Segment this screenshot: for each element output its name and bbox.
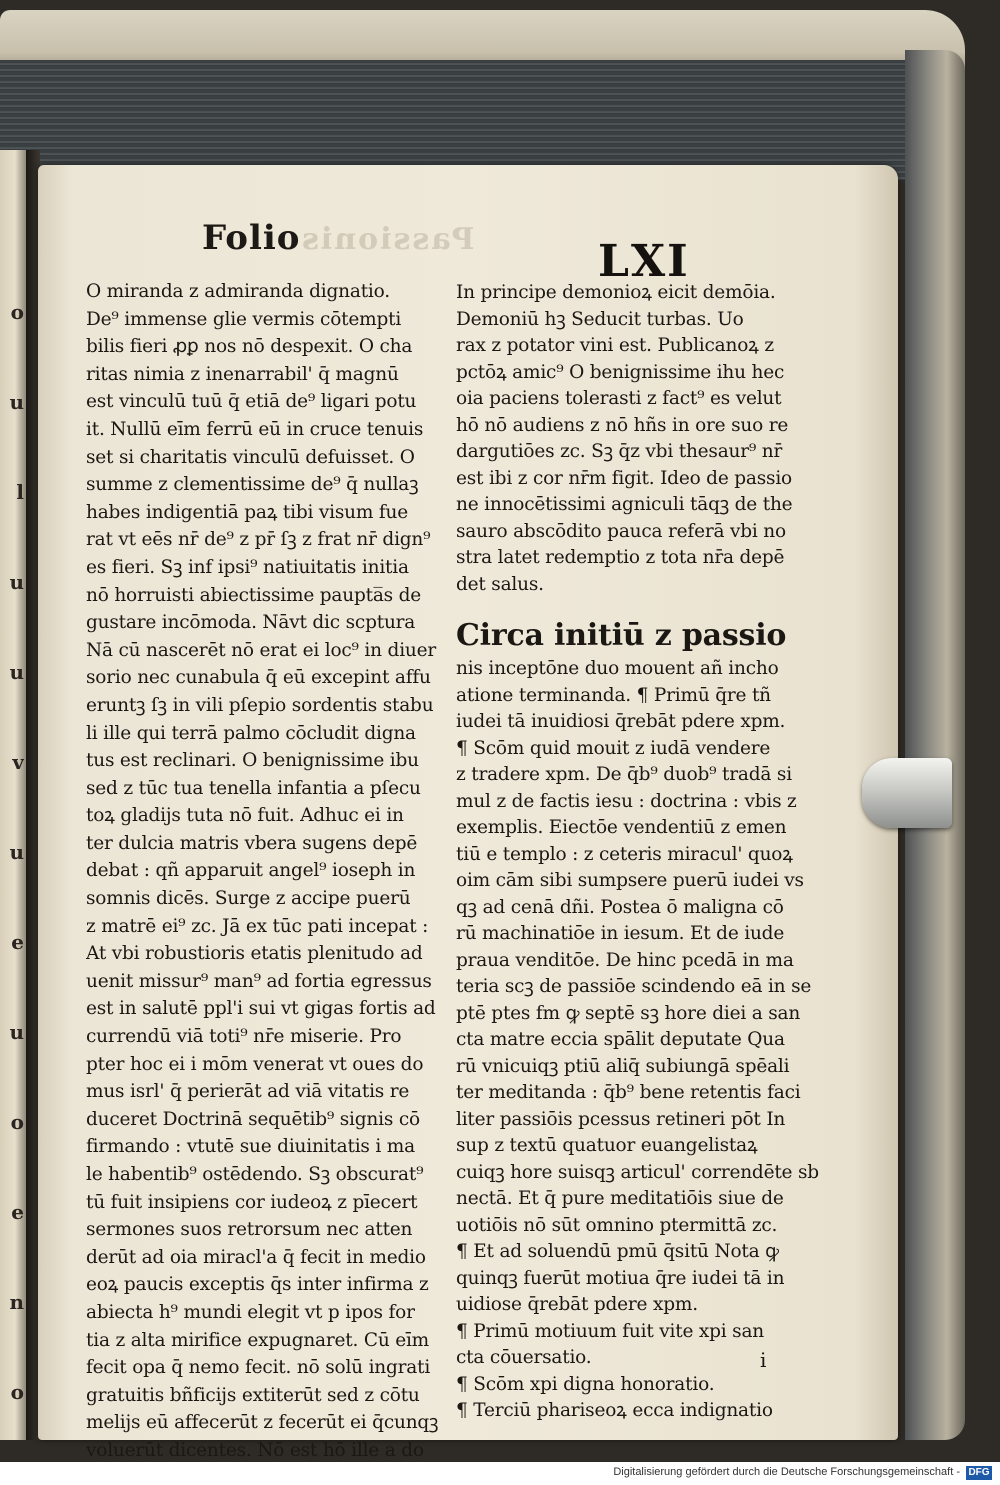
text-line: exemplis. Eiectōe vendentiū z emen: [456, 817, 787, 838]
signature-mark: i: [760, 1348, 767, 1372]
text-line: melijs eū affecerūt z fecerūt ei q̄cunqꝫ: [86, 1412, 439, 1434]
text-line: stra latet redemptio z tota nr̄a depē: [456, 547, 785, 568]
facing-page-fragment: e: [11, 1200, 24, 1224]
facing-page-fragment: u: [9, 390, 24, 414]
text-line: uidiose q̄rebāt pdere xpm.: [456, 1294, 698, 1315]
text-line: habes indigentiā paꝝ tibi visum fue: [86, 501, 409, 523]
text-line: mul z de factis iesu : doctrina : vbis z: [456, 790, 797, 812]
facing-page-fragment: o: [10, 1380, 24, 1404]
text-line: est vinculū tuū q̄ etiā de⁹ ligari potu: [86, 391, 417, 413]
text-line: mus isrl' q̄ perierāt ad viā vitatis re: [86, 1081, 410, 1103]
text-line: abiecta h⁹ mundi elegit vt p ipos for: [86, 1301, 415, 1323]
facing-page-fragment: u: [9, 840, 24, 864]
text-line: derūt ad oia miracl'a q̄ fecit in medio: [86, 1246, 426, 1268]
text-line: uenit missur⁹ man⁹ ad fortia egressus: [86, 970, 432, 992]
text-line: cta cōuersatio.: [456, 1347, 592, 1368]
text-line: pctōꝝ amic⁹ O benignissime ihu hec: [456, 361, 785, 383]
facing-page-fragment: l: [16, 480, 24, 504]
text-line: tū fuit insipiens cor iudeoꝝ z pīecert: [86, 1191, 418, 1213]
text-line: rat vt eēs nr̄ de⁹ z pr̄ ſꝫ z frat nr̄ dign⁹: [86, 529, 431, 551]
text-line: es fieri. Sꝫ inf ipsi⁹ natiuitatis initia: [86, 556, 409, 578]
text-line: sermones suos retrorsum nec atten: [86, 1219, 413, 1241]
text-line: nectā. Et q̄ pure meditatiōis siue de: [456, 1188, 784, 1209]
digitization-footer: [0, 1462, 1000, 1485]
facing-page-fragment: n: [9, 1290, 24, 1314]
text-line: est ibi z cor nr̄m figit. Ideo de passio: [456, 467, 792, 489]
text-line: ¶ Scōm quid mouit z iudā vendere: [456, 737, 771, 759]
left-text-column: [86, 278, 446, 1462]
text-line: duceret Doctrinā sequētib⁹ signis cō: [86, 1108, 420, 1130]
text-line: set si charitatis vinculū defuisset. O: [86, 446, 415, 468]
text-line: tiū e templo : z ceteris miracul' quoꝝ: [456, 843, 793, 865]
text-line: sauro abscōdito pauca referā vbi no: [456, 520, 786, 542]
text-line: sup z textū quatuor euangelistaꝝ: [456, 1135, 758, 1156]
folio-number: LXI: [598, 236, 690, 287]
text-line: hō nō audiens z nō hñs in ore suo re: [456, 414, 789, 436]
text-line: firmando : vtutē sue diuinitatis i ma: [86, 1136, 415, 1158]
text-line: ¶ Primū motiuum fuit vite xpi san: [456, 1320, 765, 1342]
show-through-text: Passionis: [300, 222, 475, 257]
text-line: rū machinatiōe in iesum. Et de iude: [456, 923, 785, 944]
book-page-edges: [0, 60, 940, 180]
funding-credit: Digitalisierung gefördert durch die Deutsche Forschungsgemeinschaft -: [613, 1466, 960, 1478]
text-line: ¶ Scōm xpi digna honoratio.: [456, 1373, 715, 1395]
text-line: cuiqꝫ hore suisqꝫ articul' correndēte sb: [456, 1161, 819, 1183]
right-text-column: [456, 280, 821, 1425]
text-line: li ille qui terrā palmo cōcludit digna: [86, 722, 416, 744]
text-line: ¶ Terciū pharisеoꝝ ecca indignatio: [456, 1400, 773, 1421]
metal-clip: [862, 758, 952, 828]
text-line: debat : qñ apparuit angel⁹ ioseph in: [86, 860, 416, 882]
section-heading: Circa initiū z passio: [456, 618, 787, 653]
text-line: gratuitis bñficijs extiterūt sed z cōtu: [86, 1384, 420, 1406]
text-line: O miranda z admiranda dignatio.: [86, 281, 390, 302]
text-line: tus est reclinari. O benignissime ibu: [86, 750, 419, 772]
text-line: atione terminanda. ¶ Primū q̄re tñ: [456, 684, 771, 706]
text-line: ¶ Et ad soluendū pmū q̄sitū Nota ꝙ: [456, 1241, 779, 1262]
text-line: teria scꝫ de passiōe scindendo eā in se: [456, 976, 812, 997]
text-line: qꝫ ad cenā dñi. Postea ō maligna cō: [456, 896, 784, 918]
text-line: it. Nullū eīm ferrū eū in cruce tenuis: [86, 418, 424, 440]
running-title: Folio: [202, 218, 301, 258]
text-line: iudei tā inuidiosi q̄rebāt pdere xpm.: [456, 711, 786, 732]
text-line: ritas nimia z inenarrabil' q̄ magnū: [86, 363, 399, 385]
text-line: cta matre eccia spālit deputate Qua: [456, 1029, 785, 1050]
text-line: At vbi robustioris etatis plenitudo ad: [86, 943, 423, 965]
text-line: uotiōis nō sūt omnino ptermittā zc.: [456, 1214, 778, 1236]
text-line: ne innocētissimi agniculi tāqꝫ de the: [456, 494, 793, 515]
book-fore-edge: [905, 50, 965, 1440]
text-line: tia z alta mirifice expugnaret. Cū eīm: [86, 1329, 430, 1351]
text-line: sed z tūc tua tenella infantia a pſecu: [86, 777, 421, 799]
text-line: ter meditanda : q̄b⁹ bene retentis faci: [456, 1082, 801, 1103]
text-line: liter passiōis pcessus retineri pōt In: [456, 1108, 786, 1130]
text-line: toꝝ gladijs tuta nō fuit. Adhuc ei in: [86, 805, 404, 827]
text-line: quinqꝫ fuerūt motiua q̄re iudei tā in: [456, 1267, 785, 1289]
text-line: Nā cū nascerēt nō erat ei loc⁹ in diuer: [86, 639, 437, 661]
text-line: eruntꝫ ſꝫ in vili pſepio sordentis stabu: [86, 694, 434, 716]
text-line: ter dulcia matris vbera sugens depē: [86, 832, 418, 854]
text-line: rax z potator vini est. Publicanoꝝ z: [456, 335, 774, 356]
text-line: currendū viā toti⁹ nr̄e miserie. Pro: [86, 1026, 402, 1048]
text-line: bilis fieri ꝓꝑ nos nō despexit. O cha: [86, 336, 413, 358]
text-line: dargutiōes zc. Sꝫ q̄z vbi thesaur⁹ nr̄: [456, 441, 783, 462]
facing-page-fragment: u: [9, 570, 24, 594]
text-line: gustare incōmoda. Nāvt dic scptura: [86, 612, 416, 634]
text-line: sorio nec cunabula q̄ eū excepint affu: [86, 667, 431, 689]
text-line: z tradere xpm. De q̄b⁹ duob⁹ tradā si: [456, 764, 792, 785]
text-line: oia paciens tolerasti z fact⁹ es velut: [456, 388, 782, 409]
paragraph-gap: [456, 598, 821, 616]
text-line: In principe demonioꝝ eicit demōia.: [456, 282, 776, 303]
facing-page-fragment: e: [11, 930, 24, 954]
facing-page-fragment: u: [9, 1020, 24, 1044]
text-line: somnis dicēs. Surge z accipe puerū: [86, 888, 411, 910]
facing-page-fragment: u: [9, 660, 24, 684]
text-line: Demoniū hꝫ Seducit turbas. Uo: [456, 308, 744, 330]
text-line: voluerūt dicentes. Nō est hō ille a do: [86, 1439, 424, 1461]
text-line: nis inceptōne duo mouent añ incho: [456, 658, 779, 679]
text-line: le habentib⁹ ostēdendo. Sꝫ obscurat⁹: [86, 1164, 424, 1185]
text-line: eoꝝ paucis exceptis q̄s inter infirma z: [86, 1274, 429, 1296]
text-line: fecit opa q̄ nemo fecit. nō solū ingrati: [86, 1357, 431, 1379]
facing-page-fragment: v: [12, 750, 24, 774]
text-line: nō horruisti abiectissime paupta̅s de: [86, 584, 422, 606]
facing-page-fragment: o: [10, 300, 24, 324]
text-line: summe z clementissime de⁹ q̄ nullaꝫ: [86, 474, 419, 496]
text-line: oim cām sibi sumpsere puerū iudei vs: [456, 870, 804, 891]
text-line: praua venditōe. De hinc pcedā in ma: [456, 949, 794, 971]
text-line: z matrē ei⁹ zc. Jā ex tūc pati incepat :: [86, 915, 429, 937]
text-line: det salus.: [456, 573, 544, 595]
text-line: De⁹ immense glie vermis cōtempti: [86, 308, 402, 330]
text-line: ptē ptes fm ꝙ septē sꝫ hore diei a san: [456, 1002, 801, 1024]
text-line: pter hoc ei i mōm venerat vt oues do: [86, 1053, 424, 1075]
text-line: rū vnicuiqꝫ ptiū aliq̄ subiungā spēali: [456, 1055, 790, 1077]
dfg-logo: DFG: [966, 1466, 992, 1480]
text-line: est in salutē ppl'i sui vt gigas fortis ad: [86, 998, 436, 1020]
facing-page-fragment: o: [10, 1110, 24, 1134]
